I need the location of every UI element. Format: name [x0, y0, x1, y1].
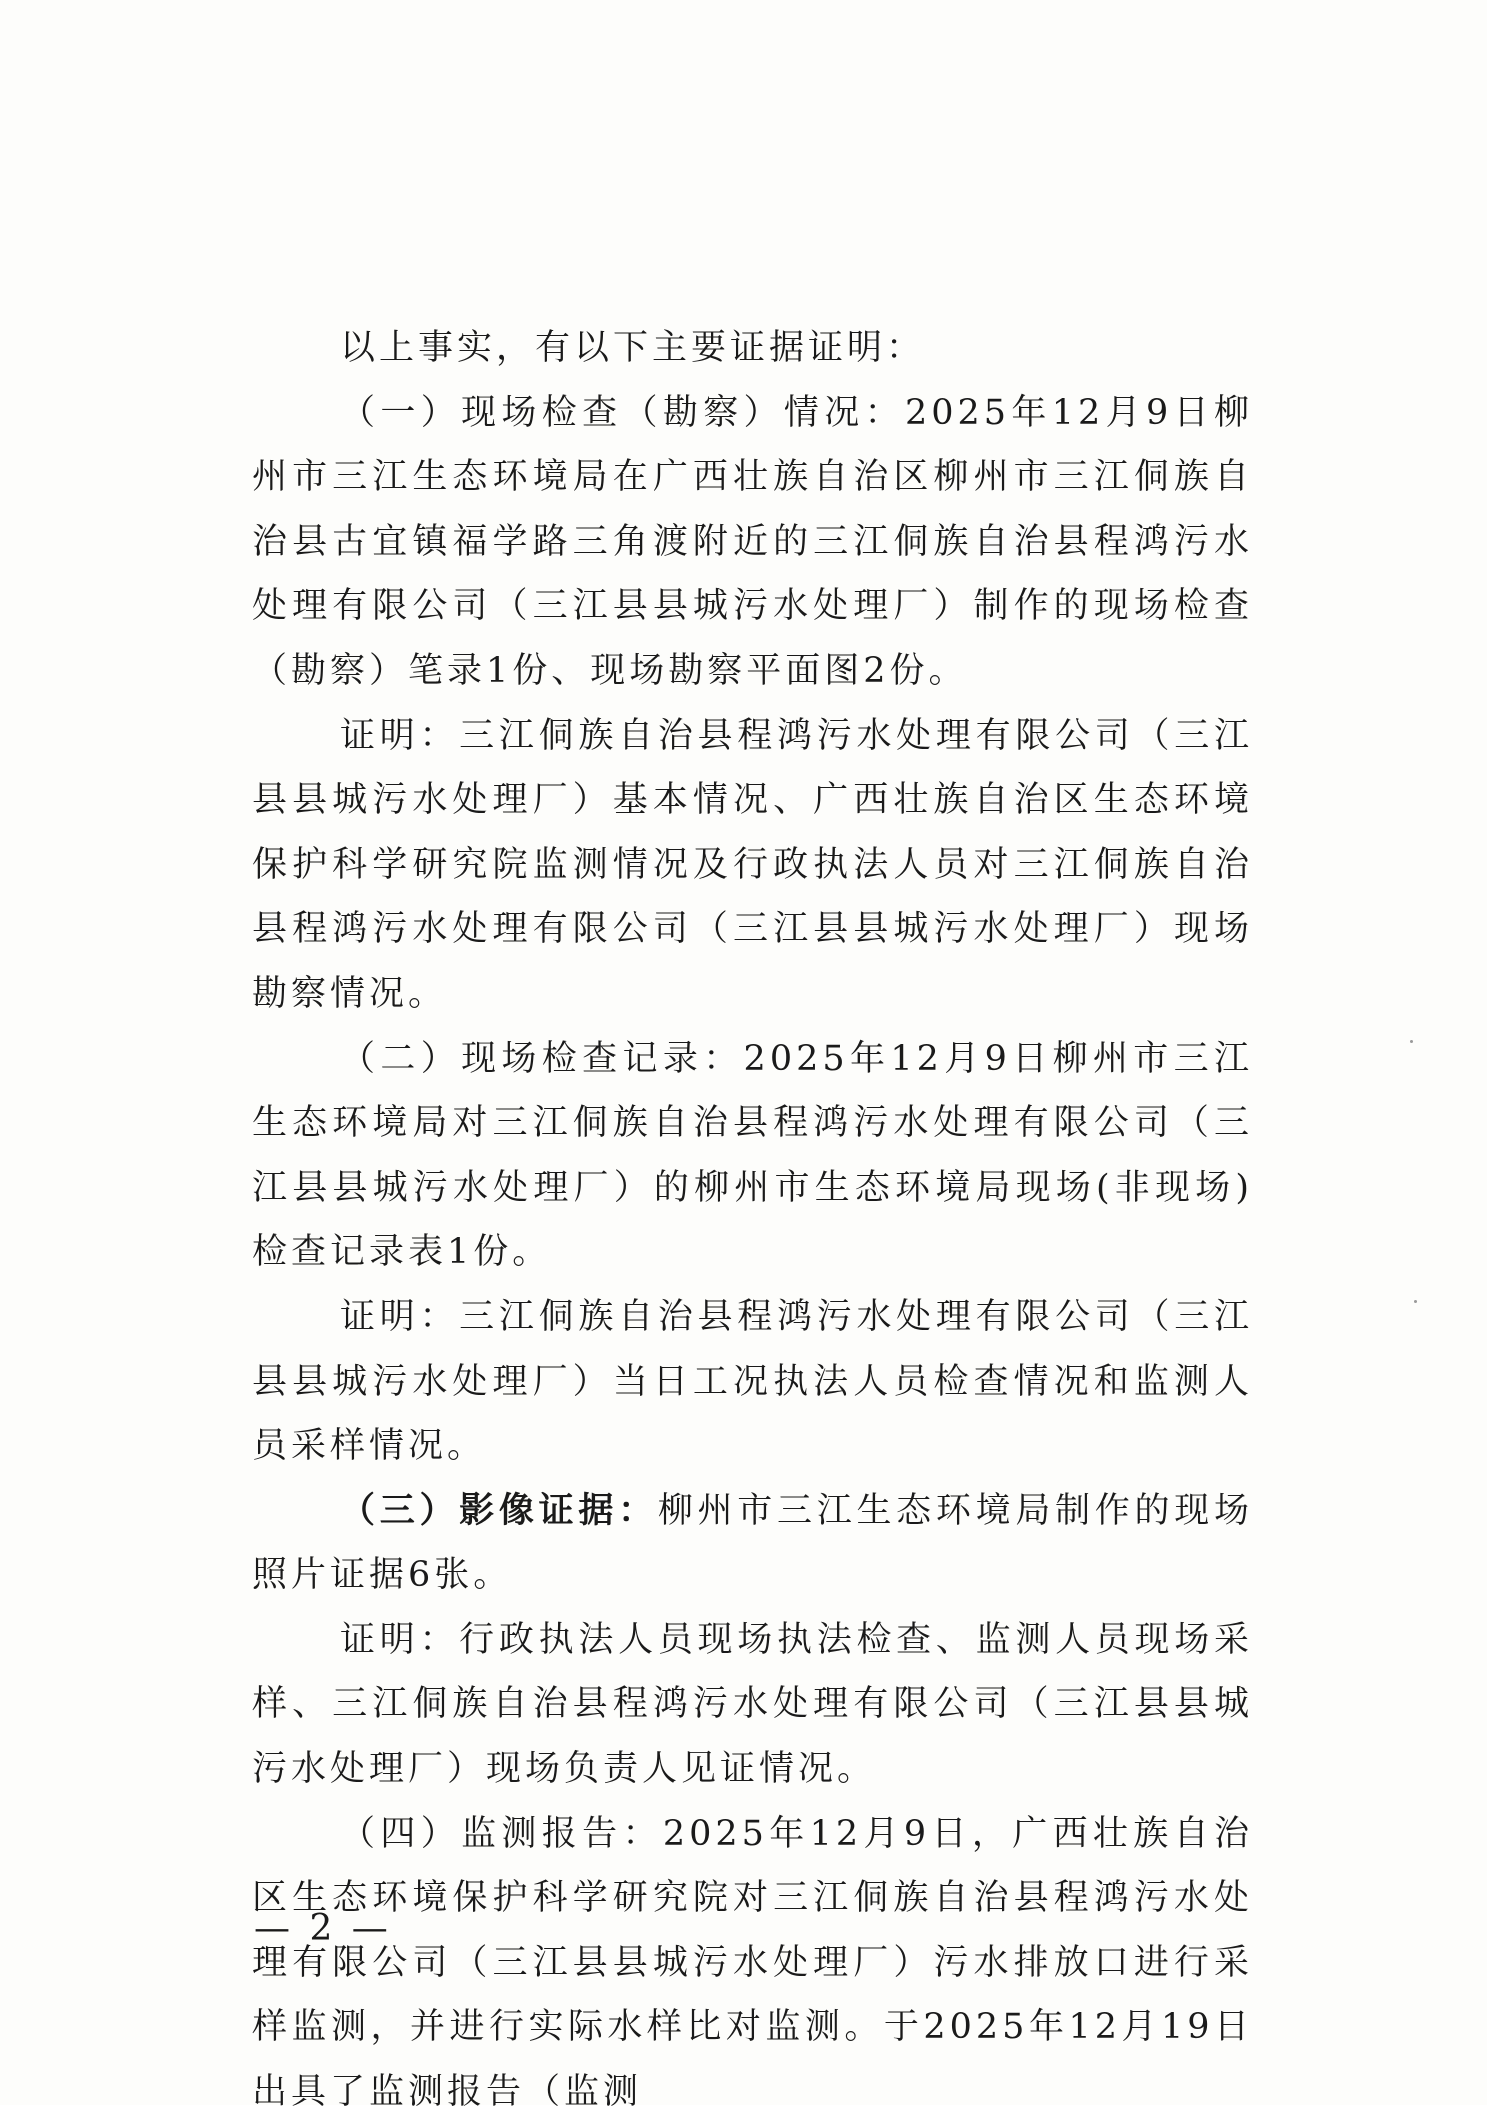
paragraph-proof-3 [252, 1608, 1253, 1802]
paragraph-evidence-2-inspection-record [252, 1027, 1253, 1285]
scan-speck [1410, 1040, 1413, 1043]
paragraph-evidence-4-monitoring-report [252, 1802, 1253, 2125]
paragraph-text: （四）监测报告：2025年12月9日，广西壮族自治区生态环境保护科学研究院对三江侗族自治县程鸿污水处理有限公司（三江县县城污水处理厂）污水排放口进行采样监测，并进行实际水样比对监测。于2025年12月19日出具了监测报告（监测 [252, 1813, 1253, 2113]
paragraph-text: 证明：三江侗族自治县程鸿污水处理有限公司（三江县县城污水处理厂）基本情况、广西壮族自治区生态环境保护科学研究院监测情况及行政执法人员对三江侗族自治县程鸿污水处理有限公司（三江县县城污水处理厂）现场勘察情况。 [252, 715, 1253, 1014]
paragraph-evidence-intro [252, 316, 1253, 381]
paragraph-text: 证明：三江侗族自治县程鸿污水处理有限公司（三江县县城污水处理厂）当日工况执法人员检查情况和监测人员采样情况。 [252, 1296, 1253, 1467]
paragraph-proof-1 [252, 704, 1253, 1027]
paragraph-text: 证明：行政执法人员现场执法检查、监测人员现场采样、三江侗族自治县程鸿污水处理有限公司（三江县县城污水处理厂）现场负责人见证情况。 [252, 1619, 1253, 1790]
scan-speck [1414, 1300, 1417, 1303]
paragraph-evidence-1-site-inspection [252, 381, 1253, 704]
page-number: — 2 — [254, 1908, 392, 1949]
paragraph-text: 以上事实，有以下主要证据证明： [340, 328, 926, 368]
document-body [252, 316, 1253, 2125]
paragraph-evidence-3-photo [252, 1479, 1253, 1608]
paragraph-text: 柳州市三江生态环境局制作的现场照片证据6张。 [252, 1490, 1253, 1596]
paragraph-text: （二）现场检查记录：2025年12月9日柳州市三江生态环境局对三江侗族自治县程鸿污水处理有限公司（三江县县城污水处理厂）的柳州市生态环境局现场(非现场)检查记录表1份。 [252, 1038, 1253, 1273]
paragraph-lead: （三）影像证据： [340, 1489, 658, 1531]
paragraph-proof-2 [252, 1285, 1253, 1479]
paragraph-text: （一）现场检查（勘察）情况：2025年12月9日柳州市三江生态环境局在广西壮族自治区柳州市三江侗族自治县古宜镇福学路三角渡附近的三江侗族自治县程鸿污水处理有限公司（三江县县城污水处理厂）制作的现场检查（勘察）笔录1份、现场勘察平面图2份。 [252, 392, 1253, 691]
